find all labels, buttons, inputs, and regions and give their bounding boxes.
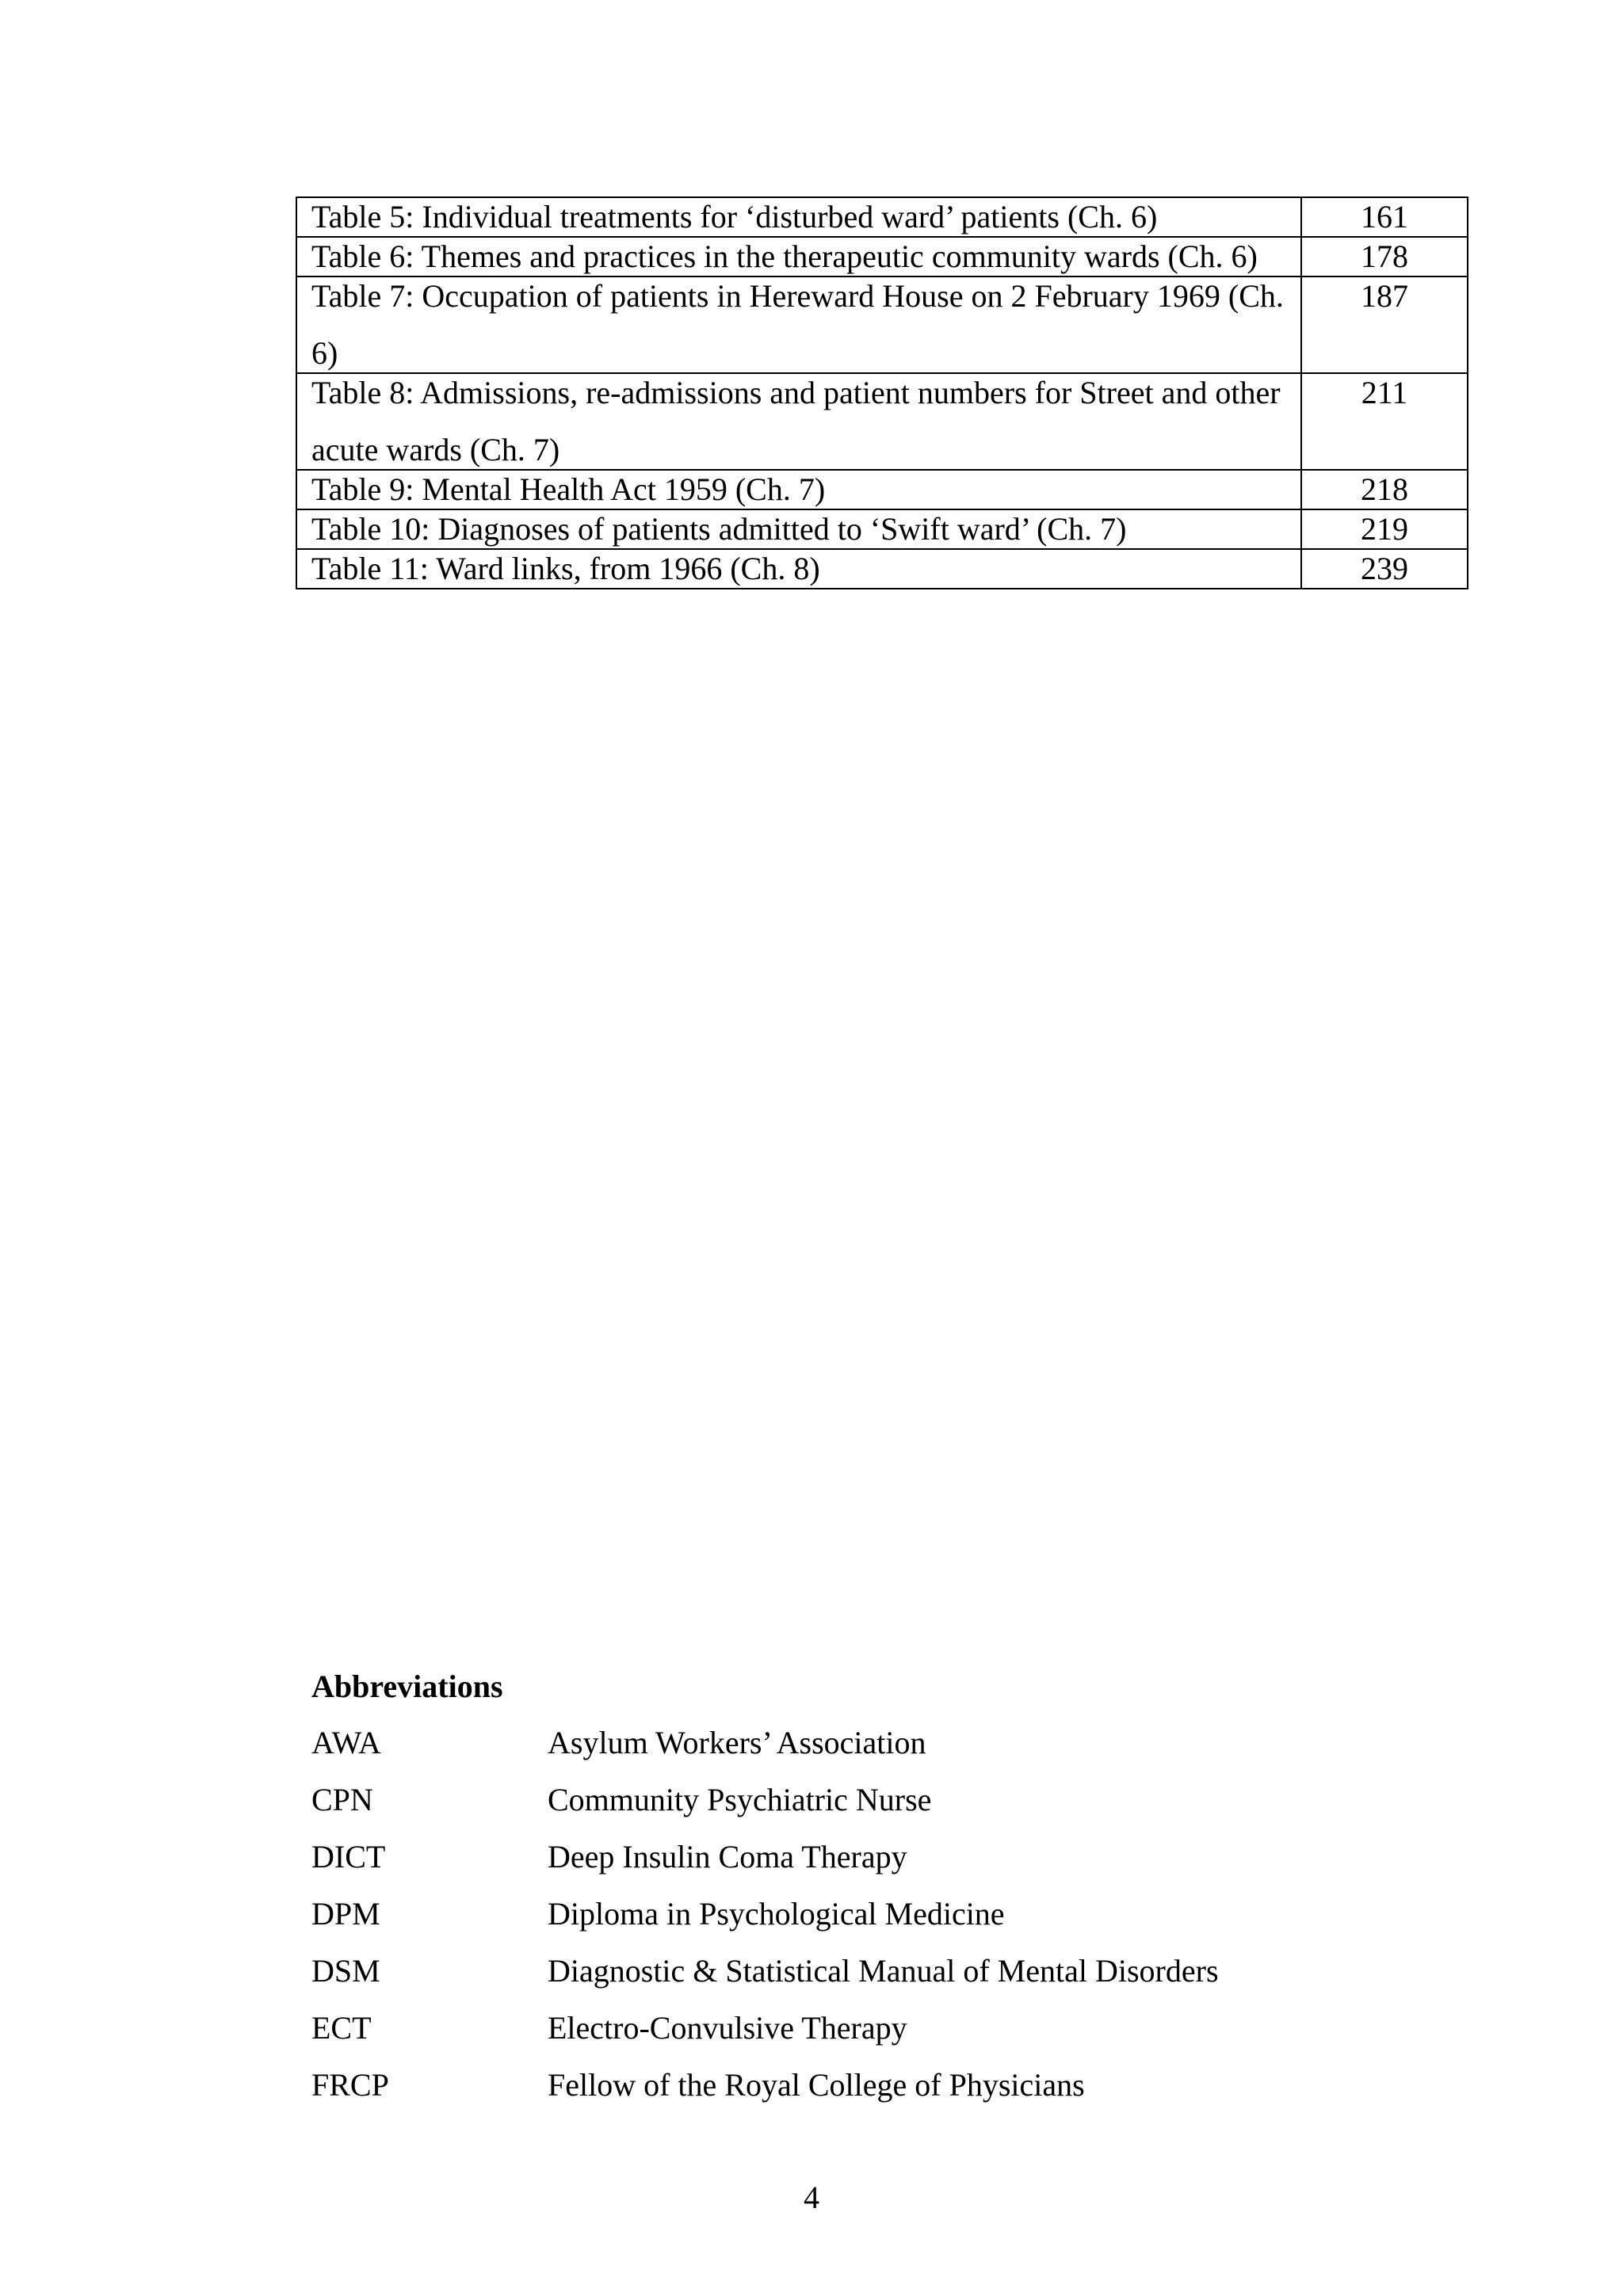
abbreviation-definition: Asylum Workers’ Association	[548, 1725, 926, 1760]
abbreviation-definition: Deep Insulin Coma Therapy	[548, 1839, 907, 1875]
abbreviation-code: DICT	[311, 1839, 386, 1875]
table-entry-title: Table 9: Mental Health Act 1959 (Ch. 7)	[296, 470, 1301, 509]
table-entry-page: 218	[1301, 470, 1468, 509]
table-entry-page: 161	[1301, 197, 1468, 237]
abbreviation-code: AWA	[311, 1725, 381, 1760]
abbreviation-code: CPN	[311, 1782, 373, 1817]
list-of-tables	[296, 196, 1468, 589]
page-number: 4	[804, 2180, 819, 2215]
abbreviations-heading: Abbreviations	[311, 1669, 503, 1704]
abbreviation-code: DSM	[311, 1953, 380, 1989]
table-row	[296, 509, 1468, 549]
table-entry-page: 211	[1301, 373, 1468, 470]
table-entry-page: 219	[1301, 509, 1468, 549]
table-row	[296, 549, 1468, 589]
abbreviation-code: FRCP	[311, 2067, 389, 2103]
table-entry-title: Table 5: Individual treatments for ‘disturbed ward’ patients (Ch. 6)	[296, 197, 1301, 237]
abbreviation-definition: Community Psychiatric Nurse	[548, 1782, 932, 1817]
table-entry-title	[296, 277, 1301, 373]
table-entry-title-text: Table 7: Occupation of patients in Hereward House on 2 February 1969 (Ch. 6)	[311, 278, 1284, 371]
table-entry-page: 187	[1301, 277, 1468, 373]
abbreviation-code: DPM	[311, 1896, 380, 1932]
table-entry-title-text: Table 8: Admissions, re-admissions and patient numbers for Street and other acute wards (Ch. 7)	[311, 375, 1281, 467]
abbreviation-definition: Diagnostic & Statistical Manual of Mental Disorders	[548, 1953, 1219, 1989]
abbreviation-code: ECT	[311, 2010, 372, 2046]
abbreviation-definition: Diploma in Psychological Medicine	[548, 1896, 1005, 1932]
table-entry-title: Table 11: Ward links, from 1966 (Ch. 8)	[296, 549, 1301, 589]
table-entry-title	[296, 373, 1301, 470]
abbreviation-definition: Electro-Convulsive Therapy	[548, 2010, 907, 2046]
table-row	[296, 470, 1468, 509]
table-entry-title: Table 10: Diagnoses of patients admitted to ‘Swift ward’ (Ch. 7)	[296, 509, 1301, 549]
abbreviation-definition: Fellow of the Royal College of Physicians	[548, 2067, 1085, 2103]
table-row	[296, 277, 1468, 373]
table-entry-title-text: Table 6: Themes and practices in the therapeutic community wards (Ch. 6)	[311, 238, 1258, 274]
table-row	[296, 373, 1468, 470]
table-entry-page: 239	[1301, 549, 1468, 589]
table-entry-page: 178	[1301, 237, 1468, 277]
